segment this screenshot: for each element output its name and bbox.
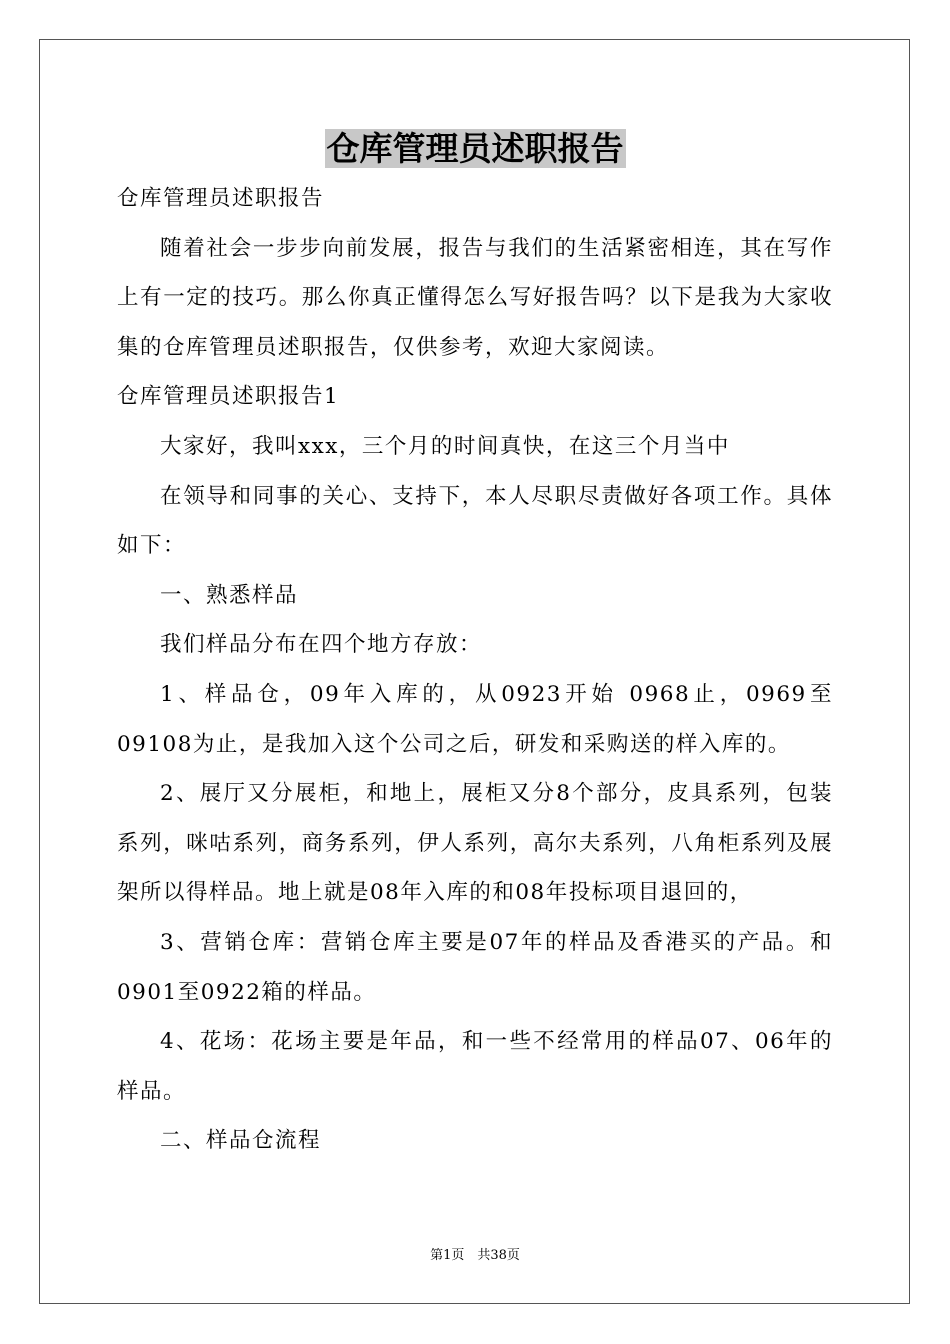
list-item: 3、营销仓库：营销仓库主要是07年的样品及香港买的产品。和0901至0922箱的样品。	[117, 929, 833, 1005]
subsection-heading: 二、样品仓流程	[160, 1128, 322, 1154]
section-heading: 仓库管理员述职报告1	[117, 384, 340, 410]
body-paragraph: 大家好，我叫xxx，三个月的时间真快，在这三个月当中	[160, 433, 730, 459]
page-indicator: 第1页 共38页	[430, 1248, 520, 1263]
intro-paragraph: 随着社会一步步向前发展，报告与我们的生活紧密相连，其在写作上有一定的技巧。那么你真正懂得怎么写好报告吗？以下是我为大家收集的仓库管理员述职报告，仅供参考，欢迎大家阅读。	[117, 235, 833, 360]
subsection-heading: 一、熟悉样品	[160, 582, 299, 608]
page-footer	[0, 1246, 950, 1266]
body-paragraph: 在领导和同事的关心、支持下，本人尽职尽责做好各项工作。具体如下：	[117, 483, 833, 559]
document-title-text: 仓库管理员述职报告	[326, 129, 624, 168]
body-paragraph: 我们样品分布在四个地方存放：	[160, 632, 483, 658]
subtitle-paragraph: 仓库管理员述职报告	[117, 186, 325, 211]
document-title	[0, 127, 950, 171]
list-item: 4、花场：花场主要是年品，和一些不经常用的样品07、06年的样品。	[117, 1029, 833, 1104]
list-item: 1、样品仓，09年入库的，从0923开始 0968止，0969至09108为止，是我加入这个公司之后，研发和采购送的样入库的。	[117, 681, 833, 757]
list-item: 2、展厅又分展柜，和地上，展柜又分8个部分，皮具系列，包装系列，咪咕系列，商务系列，伊人系列，高尔夫系列，八角柜系列及展架所以得样品。地上就是08年入库的和08年投标项目退回的，	[117, 781, 833, 906]
document-body	[117, 174, 833, 1166]
